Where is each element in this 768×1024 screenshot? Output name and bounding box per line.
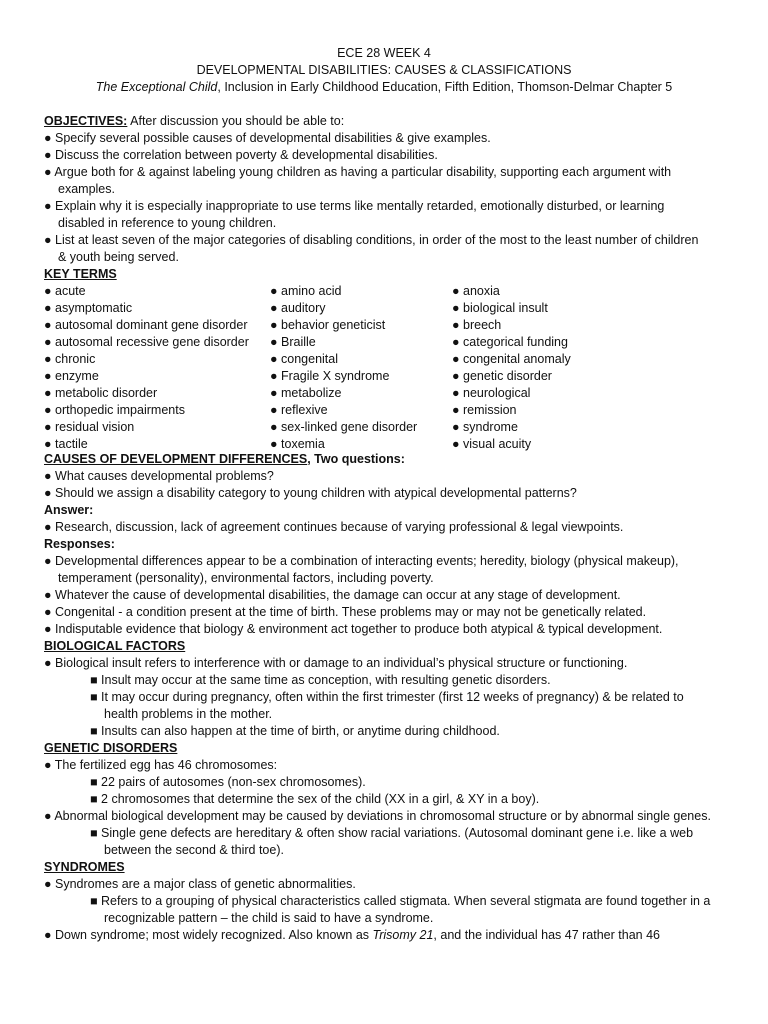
genetic-subitem-continued: between the second & third toe). — [104, 843, 284, 857]
biological-item: ● Biological insult refers to interference with or damage to an individual’s physical structure or functioning. — [44, 656, 628, 670]
key-term: ● remission — [452, 403, 517, 417]
key-term: ● metabolize — [270, 386, 342, 400]
biological-subitem: ■ Insult may occur at the same time as conception, with resulting genetic disorders. — [90, 673, 551, 687]
book-details: , Inclusion in Early Childhood Education, Fifth Edition, Thomson-Delmar Chapter 5 — [217, 80, 673, 94]
key-terms-column-2 — [270, 283, 417, 453]
genetic-item: ● Abnormal biological development may be caused by deviations in chromosomal structure or by abnormal single genes. — [44, 809, 711, 823]
genetic-subitem: ■ 2 chromosomes that determine the sex of the child (XX in a girl, & XY in a boy). — [90, 792, 540, 806]
objective-item-continued: examples. — [58, 182, 115, 196]
key-term: ● Fragile X syndrome — [270, 369, 390, 383]
response-item-continued: temperament (personality), environmental factors, including poverty. — [58, 571, 434, 585]
key-term: ● sex-linked gene disorder — [270, 420, 418, 434]
objective-item: ● Explain why it is especially inappropriate to use terms like mentally retarded, emotionally disturbed, or learning — [44, 199, 665, 213]
genetic-subitem: ■ Single gene defects are hereditary & often show racial variations. (Autosomal dominant gene i.e. like a web — [90, 826, 694, 840]
key-term: ● biological insult — [452, 301, 548, 315]
key-term: ● breech — [452, 318, 502, 332]
biological-subitem-continued: health problems in the mother. — [104, 707, 273, 721]
objectives-heading: OBJECTIVES: — [44, 114, 128, 128]
response-item: ● Developmental differences appear to be a combination of interacting events; heredity, biology (physical makeup), — [44, 554, 679, 568]
key-term: ● tactile — [44, 437, 88, 451]
key-term: ● residual vision — [44, 420, 135, 434]
key-term: ● enzyme — [44, 369, 99, 383]
causes-heading-rest: , Two questions: — [307, 452, 405, 466]
answer-text: ● Research, discussion, lack of agreement continues because of varying professional & legal viewpoints. — [44, 520, 624, 534]
course-week-title: ECE 28 WEEK 4 — [337, 46, 431, 60]
key-term: ● chronic — [44, 352, 96, 366]
response-item: ● Indisputable evidence that biology & environment act together to produce both atypical & typical development. — [44, 622, 663, 636]
key-term: ● orthopedic impairments — [44, 403, 185, 417]
key-term: ● asymptomatic — [44, 301, 133, 315]
question-item: ● What causes developmental problems? — [44, 469, 274, 483]
causes-heading: CAUSES OF DEVELOPMENT DIFFERENCES — [44, 452, 308, 466]
key-term: ● congenital anomaly — [452, 352, 571, 366]
syndrome-item: ● Syndromes are a major class of genetic abnormalities. — [44, 877, 356, 891]
key-term: ● acute — [44, 284, 86, 298]
key-terms-column-3 — [452, 283, 571, 453]
textbook-reference — [0, 79, 768, 96]
genetic-disorders-heading: GENETIC DISORDERS — [44, 741, 178, 755]
responses-label: Responses: — [44, 537, 115, 551]
key-term: ● reflexive — [270, 403, 328, 417]
objective-item: ● Discuss the correlation between poverty & developmental disabilities. — [44, 148, 438, 162]
key-term: ● Braille — [270, 335, 316, 349]
key-term: ● metabolic disorder — [44, 386, 158, 400]
biological-subitem: ■ It may occur during pregnancy, often within the first trimester (first 12 weeks of pregnancy) & be related to — [90, 690, 684, 704]
key-term: ● visual acuity — [452, 437, 532, 451]
answer-label: Answer: — [44, 503, 94, 517]
objective-item: ● List at least seven of the major categories of disabling conditions, in order of the most to the least number of children — [44, 233, 699, 247]
genetic-item: ● The fertilized egg has 46 chromosomes: — [44, 758, 278, 772]
down-syndrome-text-end: , and the individual has 47 rather than 46 — [433, 928, 660, 942]
response-item: ● Whatever the cause of developmental disabilities, the damage can occur at any stage of development. — [44, 588, 621, 602]
key-term: ● neurological — [452, 386, 531, 400]
genetic-subitem: ■ 22 pairs of autosomes (non-sex chromosomes). — [90, 775, 366, 789]
key-term: ● amino acid — [270, 284, 342, 298]
key-term: ● genetic disorder — [452, 369, 552, 383]
causes-heading-line — [44, 451, 744, 468]
key-term: ● autosomal recessive gene disorder — [44, 335, 249, 349]
key-term: ● behavior geneticist — [270, 318, 386, 332]
down-syndrome-text: ● Down syndrome; most widely recognized. Also known as — [44, 928, 373, 942]
objective-item-continued: disabled in reference to young children. — [58, 216, 277, 230]
key-term: ● auditory — [270, 301, 326, 315]
syndrome-subitem: ■ Refers to a grouping of physical characteristics called stigmata. When several stigmata are found together in a — [90, 894, 711, 908]
syndromes-heading: SYNDROMES — [44, 860, 125, 874]
objectives-intro: After discussion you should be able to: — [127, 114, 345, 128]
key-term: ● anoxia — [452, 284, 500, 298]
key-term: ● categorical funding — [452, 335, 568, 349]
trisomy-term: Trisomy 21 — [372, 928, 434, 942]
question-item: ● Should we assign a disability category to young children with atypical developmental patterns? — [44, 486, 577, 500]
key-term: ● autosomal dominant gene disorder — [44, 318, 248, 332]
objective-item: ● Specify several possible causes of developmental disabilities & give examples. — [44, 131, 491, 145]
syndrome-subitem-continued: recognizable pattern – the child is said to have a syndrome. — [104, 911, 434, 925]
book-title: The Exceptional Child — [95, 80, 218, 94]
key-term: ● syndrome — [452, 420, 518, 434]
objective-item: ● Argue both for & against labeling young children as having a particular disability, supporting each argument with — [44, 165, 672, 179]
syndrome-item — [44, 927, 744, 944]
key-term: ● toxemia — [270, 437, 325, 451]
objectives-line — [44, 113, 744, 130]
key-term: ● congenital — [270, 352, 339, 366]
response-item: ● Congenital - a condition present at the time of birth. These problems may or may not be genetically related. — [44, 605, 647, 619]
document-title: DEVELOPMENTAL DISABILITIES: CAUSES & CLASSIFICATIONS — [196, 63, 572, 77]
objective-item-continued: & youth being served. — [58, 250, 179, 264]
biological-factors-heading: BIOLOGICAL FACTORS — [44, 639, 186, 653]
key-terms-column-1 — [44, 283, 249, 453]
key-terms-heading: KEY TERMS — [44, 267, 117, 281]
biological-subitem: ■ Insults can also happen at the time of birth, or anytime during childhood. — [90, 724, 500, 738]
